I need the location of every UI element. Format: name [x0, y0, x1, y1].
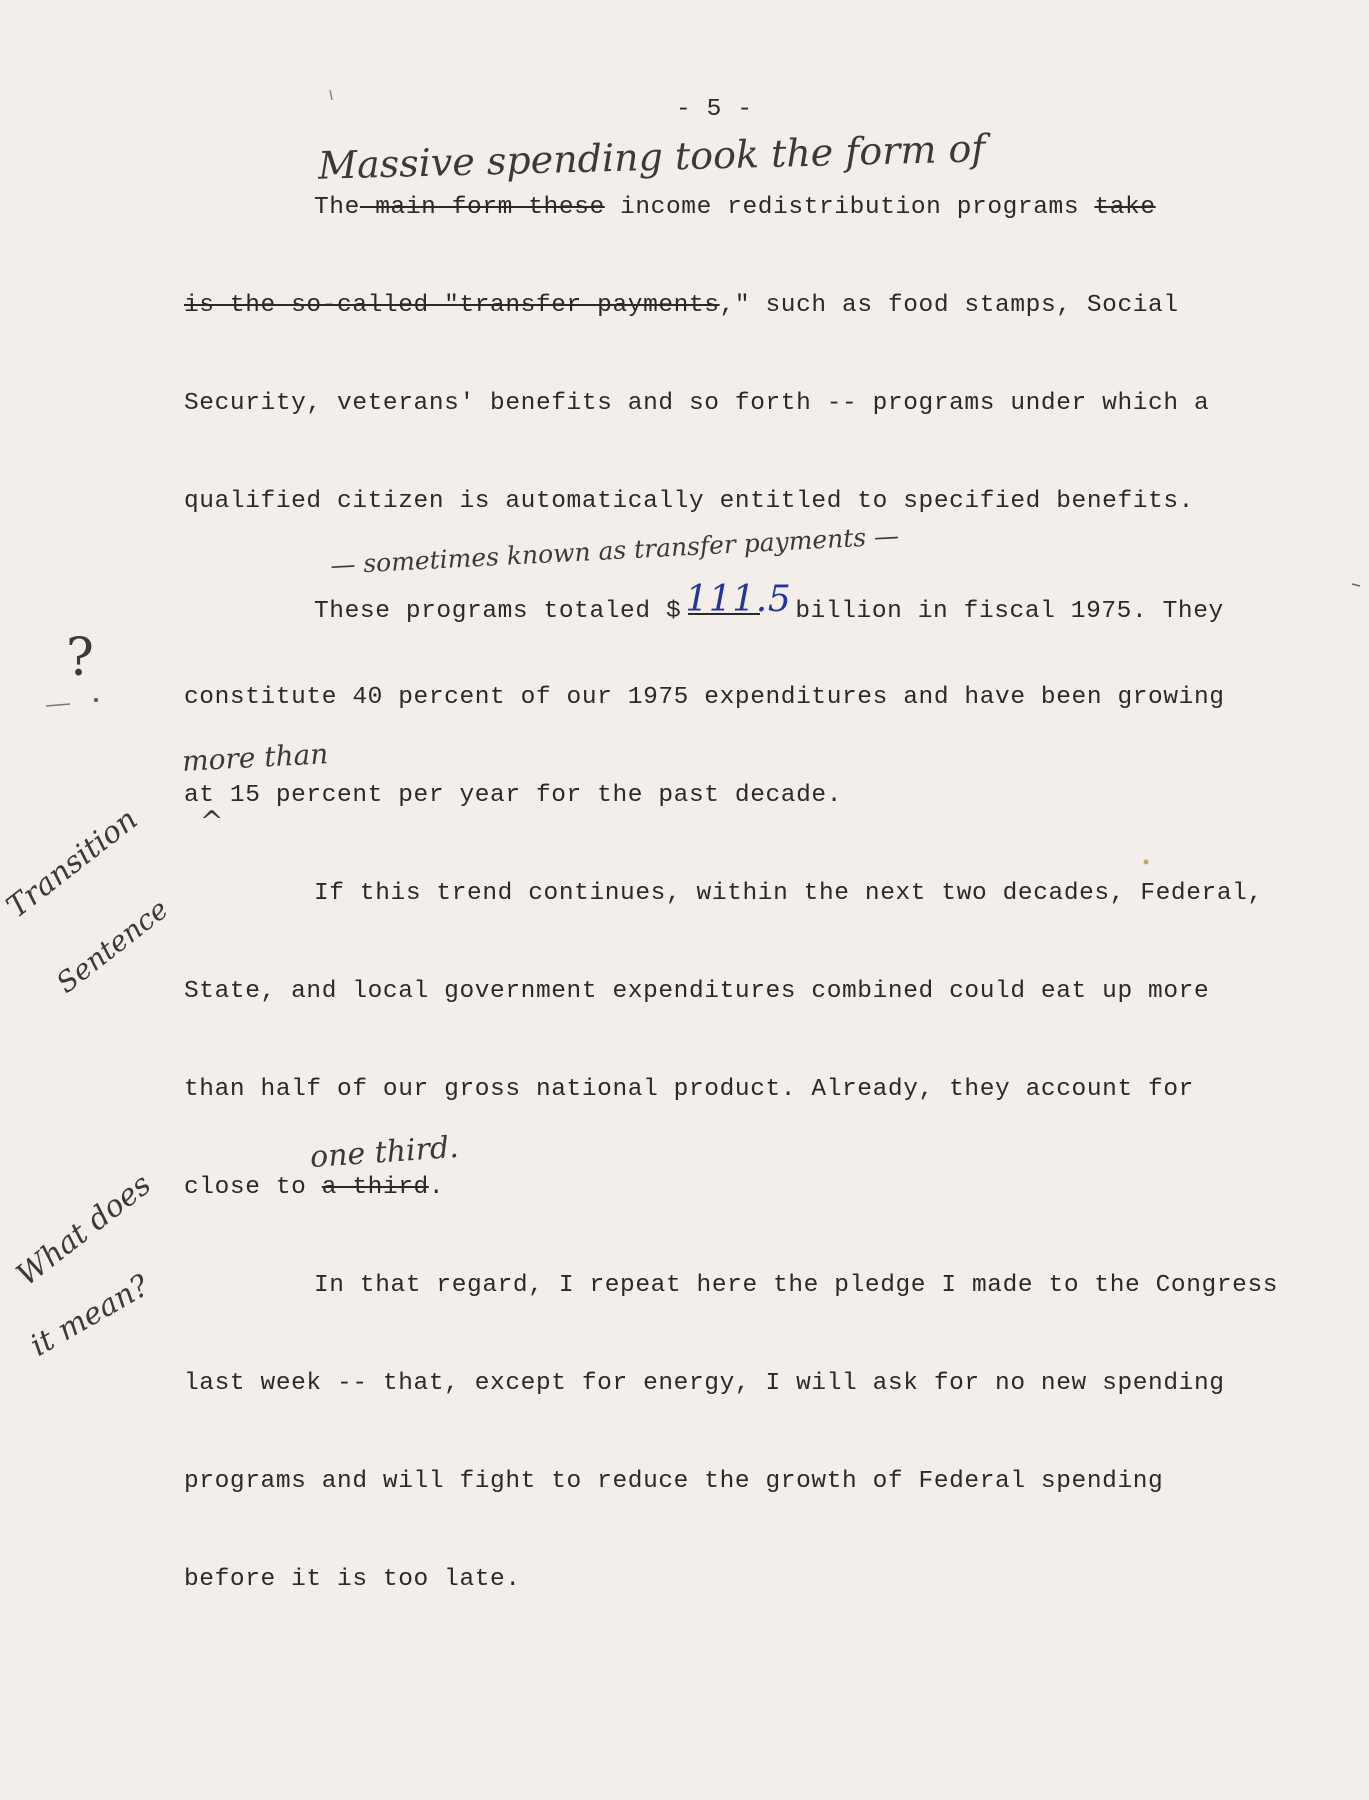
- typed-text: close to: [184, 1174, 322, 1201]
- typed-text: income redistribution programs: [604, 194, 1095, 221]
- para4-line3: programs and will fight to reduce the growth of Federal spending: [184, 1468, 1164, 1495]
- typed-text: billion in fiscal 1975. They: [795, 598, 1224, 625]
- handwritten-one-third: one third.: [308, 1129, 460, 1176]
- margin-note-line: Sentence: [50, 892, 175, 1000]
- margin-note-line: it mean?: [24, 1268, 156, 1364]
- para2-line2: constitute 40 percent of our 1975 expenditures and have been growing: [184, 684, 1225, 711]
- stray-mark: [330, 90, 332, 100]
- margin-note-line: What does: [10, 1167, 158, 1294]
- para3-line1: If this trend continues, within the next two decades, Federal,: [314, 880, 1263, 907]
- typed-text: .: [428, 1174, 445, 1201]
- margin-question-mark: ?: [66, 628, 94, 688]
- typed-text: ," such as food stamps, Social: [719, 292, 1179, 319]
- paper-spot: [1144, 860, 1149, 865]
- typed-text: The: [314, 194, 360, 221]
- handwritten-amount: 111.5: [685, 579, 792, 620]
- struck-text: a third: [321, 1174, 429, 1201]
- page-number: - 5 -: [676, 96, 753, 123]
- struck-text: take: [1094, 194, 1156, 221]
- stray-mark: [46, 704, 70, 706]
- handwritten-caret: ^: [200, 805, 224, 838]
- para4-line1: In that regard, I repeat here the pledge I made to the Congress: [314, 1272, 1279, 1299]
- para3-line3: than half of our gross national product. Already, they account for: [184, 1076, 1194, 1103]
- struck-text: main form these: [359, 194, 605, 221]
- stray-dot: [94, 698, 98, 702]
- handwritten-insert-transfer: — sometimes known as transfer payments —: [329, 521, 900, 580]
- para1-line4: qualified citizen is automatically entitled to specified benefits.: [184, 488, 1194, 515]
- typed-text: These programs totaled $: [314, 598, 682, 625]
- para4-line2: last week -- that, except for energy, I will ask for no new spending: [184, 1370, 1225, 1397]
- struck-text: is the so-called "transfer payments: [184, 292, 720, 319]
- para3-line2: State, and local government expenditures combined could eat up more: [184, 978, 1210, 1005]
- para1-line3: Security, veterans' benefits and so forth -- programs under which a: [184, 390, 1210, 417]
- para4-line4: before it is too late.: [184, 1566, 521, 1593]
- stray-mark: [1352, 584, 1360, 586]
- handwritten-more-than: more than: [181, 737, 330, 778]
- margin-note-line: Transition: [0, 801, 145, 926]
- handwritten-insert-top: Massive spending took the form of: [317, 126, 986, 188]
- para2-line3: at 15 percent per year for the past decade.: [184, 782, 843, 809]
